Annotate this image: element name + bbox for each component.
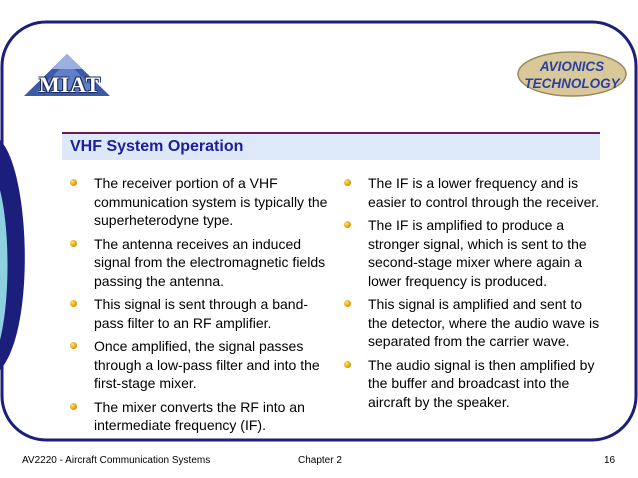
bullet-text: The receiver portion of a VHF communication system is typically the superheterodyne type. bbox=[94, 175, 328, 228]
bullet-icon bbox=[344, 179, 351, 186]
bullet-item bbox=[70, 295, 330, 332]
bullet-icon bbox=[70, 179, 77, 186]
bullet-icon bbox=[344, 221, 351, 228]
title-bar bbox=[62, 132, 600, 160]
bullet-icon bbox=[70, 300, 77, 307]
bullet-icon bbox=[70, 240, 77, 247]
bullet-text: This signal is sent through a band-pass filter to an RF amplifier. bbox=[94, 296, 309, 331]
footer-chapter: Chapter 2 bbox=[298, 455, 342, 466]
bullet-text: The audio signal is then amplified by the buffer and broadcast into the aircraft by the speaker. bbox=[368, 356, 595, 410]
footer-page-number: 16 bbox=[604, 455, 616, 466]
bullet-text: Once amplified, the signal passes through a low-pass filter and into the first-stage mixer. bbox=[94, 338, 320, 391]
bullet-text: The IF is a lower frequency and is easier to control through the receiver. bbox=[368, 175, 600, 210]
bullet-item bbox=[344, 295, 602, 351]
left-bullet-list bbox=[70, 174, 330, 440]
bullet-text: The mixer converts the RF into an intermediate frequency (IF). bbox=[94, 398, 305, 433]
bullet-item bbox=[70, 337, 330, 393]
bullet-item bbox=[344, 216, 602, 290]
bullet-text: This signal is amplified and sent to the detector, where the audio wave is separated from the carrier wave. bbox=[368, 296, 600, 349]
bullet-icon bbox=[344, 361, 351, 368]
bullet-item bbox=[344, 356, 602, 412]
bullet-text: The IF is amplified to produce a stronger signal, which is sent to the second-stage mixer where again a lower frequency is produced. bbox=[368, 217, 587, 289]
badge-line-2: TECHNOLOGY bbox=[524, 76, 620, 91]
miat-logo-text: MIAT bbox=[38, 72, 102, 97]
right-bullet-list bbox=[344, 174, 602, 416]
bullet-icon bbox=[70, 403, 77, 410]
bullet-icon bbox=[70, 342, 77, 349]
bullet-text: The antenna receives an induced signal from the electromagnetic fields passing the antenna. bbox=[94, 235, 326, 289]
bullet-item bbox=[70, 398, 330, 435]
bullet-item bbox=[70, 174, 330, 230]
badge-text bbox=[516, 58, 628, 92]
bullet-item bbox=[70, 235, 330, 291]
slide-title: VHF System Operation bbox=[70, 138, 244, 155]
footer-course: AV2220 - Aircraft Communication Systems bbox=[22, 455, 211, 466]
bullet-item bbox=[344, 174, 602, 211]
bullet-icon bbox=[344, 300, 351, 307]
badge-line-1: AVIONICS bbox=[539, 59, 605, 74]
